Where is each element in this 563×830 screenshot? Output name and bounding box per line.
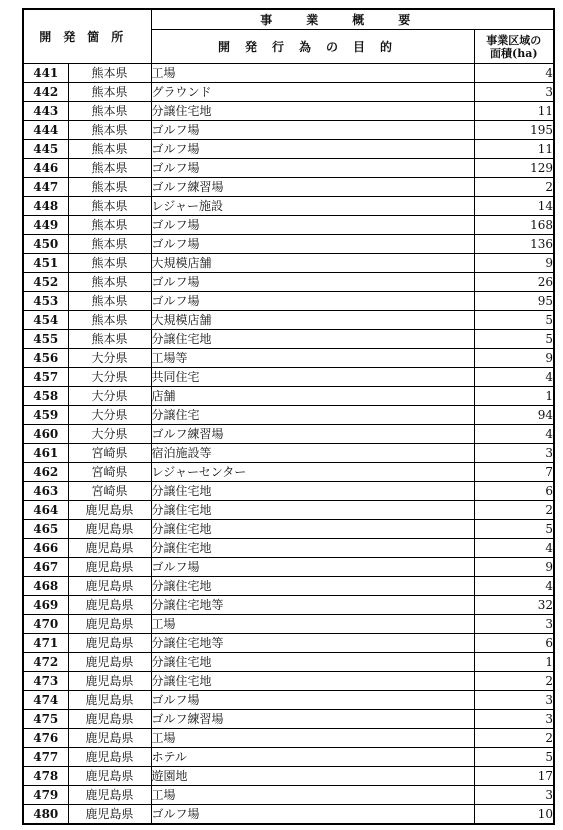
purpose-cell: 分譲住宅地 — [151, 520, 474, 539]
table-row — [23, 197, 554, 216]
area-cell: 4 — [474, 64, 554, 83]
table-row — [23, 634, 554, 653]
purpose-cell: ゴルフ場 — [151, 691, 474, 710]
area-cell: 2 — [474, 501, 554, 520]
area-cell: 3 — [474, 786, 554, 805]
prefecture-cell: 熊本県 — [68, 121, 151, 140]
table-row — [23, 444, 554, 463]
prefecture-cell: 鹿児島県 — [68, 710, 151, 729]
table-row — [23, 653, 554, 672]
area-cell: 9 — [474, 349, 554, 368]
area-header-line-1: 事業区域の — [486, 33, 542, 47]
table-row — [23, 425, 554, 444]
purpose-cell: 遊園地 — [151, 767, 474, 786]
prefecture-cell: 熊本県 — [68, 159, 151, 178]
purpose-cell: 分譲住宅地等 — [151, 596, 474, 615]
table-row — [23, 330, 554, 349]
table-row — [23, 102, 554, 121]
prefecture-cell: 熊本県 — [68, 140, 151, 159]
area-cell: 14 — [474, 197, 554, 216]
table-row — [23, 691, 554, 710]
row-number-cell: 476 — [23, 729, 68, 748]
table-row — [23, 786, 554, 805]
purpose-cell: ゴルフ場 — [151, 805, 474, 825]
prefecture-cell: 熊本県 — [68, 330, 151, 349]
table-body — [23, 64, 554, 825]
row-number-cell: 461 — [23, 444, 68, 463]
table-row — [23, 748, 554, 767]
row-number-cell: 468 — [23, 577, 68, 596]
area-cell: 7 — [474, 463, 554, 482]
row-number-cell: 458 — [23, 387, 68, 406]
purpose-cell: ゴルフ場 — [151, 235, 474, 254]
area-cell: 17 — [474, 767, 554, 786]
area-cell: 136 — [474, 235, 554, 254]
area-cell: 3 — [474, 710, 554, 729]
table-row — [23, 482, 554, 501]
purpose-cell: 共同住宅 — [151, 368, 474, 387]
table-row — [23, 121, 554, 140]
development-sites-table — [22, 8, 555, 825]
area-cell: 1 — [474, 653, 554, 672]
prefecture-cell: 熊本県 — [68, 273, 151, 292]
table-row — [23, 216, 554, 235]
table-row — [23, 159, 554, 178]
prefecture-cell: 鹿児島県 — [68, 501, 151, 520]
area-header-line-2: 面積(ha) — [490, 46, 538, 60]
row-number-cell: 451 — [23, 254, 68, 273]
prefecture-cell: 大分県 — [68, 349, 151, 368]
row-number-cell: 444 — [23, 121, 68, 140]
row-number-cell: 472 — [23, 653, 68, 672]
prefecture-cell: 鹿児島県 — [68, 596, 151, 615]
purpose-cell: ホテル — [151, 748, 474, 767]
prefecture-cell: 鹿児島県 — [68, 558, 151, 577]
prefecture-cell: 鹿児島県 — [68, 539, 151, 558]
table-row — [23, 406, 554, 425]
row-number-cell: 452 — [23, 273, 68, 292]
prefecture-cell: 熊本県 — [68, 292, 151, 311]
prefecture-cell: 鹿児島県 — [68, 577, 151, 596]
area-cell: 2 — [474, 672, 554, 691]
prefecture-cell: 熊本県 — [68, 178, 151, 197]
table-row — [23, 729, 554, 748]
table-row — [23, 64, 554, 83]
row-number-cell: 478 — [23, 767, 68, 786]
area-cell: 5 — [474, 330, 554, 349]
purpose-header: 開発行為の目的 — [151, 30, 474, 64]
row-number-cell: 469 — [23, 596, 68, 615]
table-row — [23, 349, 554, 368]
table-row — [23, 368, 554, 387]
row-number-cell: 462 — [23, 463, 68, 482]
table-row — [23, 710, 554, 729]
area-cell: 2 — [474, 729, 554, 748]
area-cell: 5 — [474, 311, 554, 330]
area-cell: 10 — [474, 805, 554, 825]
prefecture-cell: 大分県 — [68, 425, 151, 444]
table-row — [23, 273, 554, 292]
table-row — [23, 520, 554, 539]
purpose-cell: 大規模店舗 — [151, 311, 474, 330]
prefecture-cell: 大分県 — [68, 387, 151, 406]
row-number-cell: 447 — [23, 178, 68, 197]
area-header — [474, 30, 554, 64]
table-row — [23, 539, 554, 558]
prefecture-cell: 大分県 — [68, 406, 151, 425]
row-number-cell: 443 — [23, 102, 68, 121]
table-row — [23, 463, 554, 482]
area-cell: 11 — [474, 140, 554, 159]
purpose-cell: レジャー施設 — [151, 197, 474, 216]
area-cell: 32 — [474, 596, 554, 615]
row-number-cell: 480 — [23, 805, 68, 825]
row-number-cell: 456 — [23, 349, 68, 368]
purpose-cell: 店舗 — [151, 387, 474, 406]
area-cell: 1 — [474, 387, 554, 406]
table-row — [23, 672, 554, 691]
area-cell: 6 — [474, 634, 554, 653]
area-cell: 168 — [474, 216, 554, 235]
table-row — [23, 387, 554, 406]
table-row — [23, 501, 554, 520]
prefecture-cell: 鹿児島県 — [68, 767, 151, 786]
prefecture-cell: 鹿児島県 — [68, 672, 151, 691]
row-number-cell: 467 — [23, 558, 68, 577]
table-row — [23, 577, 554, 596]
row-number-cell: 455 — [23, 330, 68, 349]
row-number-cell: 445 — [23, 140, 68, 159]
row-number-cell: 466 — [23, 539, 68, 558]
project-overview-header: 事業概要 — [151, 9, 554, 30]
purpose-cell: 工場等 — [151, 349, 474, 368]
row-number-cell: 450 — [23, 235, 68, 254]
prefecture-cell: 鹿児島県 — [68, 653, 151, 672]
purpose-cell: ゴルフ場 — [151, 273, 474, 292]
table-row — [23, 615, 554, 634]
table-row — [23, 178, 554, 197]
row-number-cell: 465 — [23, 520, 68, 539]
area-cell: 26 — [474, 273, 554, 292]
prefecture-cell: 鹿児島県 — [68, 520, 151, 539]
prefecture-cell: 鹿児島県 — [68, 748, 151, 767]
purpose-cell: 分譲住宅地 — [151, 482, 474, 501]
area-cell: 5 — [474, 520, 554, 539]
prefecture-cell: 鹿児島県 — [68, 805, 151, 825]
table-row — [23, 140, 554, 159]
purpose-cell: 分譲住宅地 — [151, 330, 474, 349]
purpose-cell: 宿泊施設等 — [151, 444, 474, 463]
table-row — [23, 596, 554, 615]
purpose-cell: グラウンド — [151, 83, 474, 102]
row-number-cell: 463 — [23, 482, 68, 501]
location-header: 開発箇所 — [23, 9, 151, 64]
row-number-cell: 475 — [23, 710, 68, 729]
row-number-cell: 449 — [23, 216, 68, 235]
area-cell: 4 — [474, 577, 554, 596]
table-row — [23, 83, 554, 102]
row-number-cell: 479 — [23, 786, 68, 805]
purpose-cell: レジャーセンター — [151, 463, 474, 482]
area-cell: 3 — [474, 615, 554, 634]
table-row — [23, 254, 554, 273]
area-cell: 9 — [474, 558, 554, 577]
row-number-cell: 464 — [23, 501, 68, 520]
purpose-cell: ゴルフ場 — [151, 216, 474, 235]
prefecture-cell: 鹿児島県 — [68, 615, 151, 634]
prefecture-cell: 熊本県 — [68, 235, 151, 254]
purpose-cell: 工場 — [151, 729, 474, 748]
table-row — [23, 235, 554, 254]
purpose-cell: 分譲住宅 — [151, 406, 474, 425]
purpose-cell: ゴルフ場 — [151, 558, 474, 577]
area-cell: 2 — [474, 178, 554, 197]
area-cell: 4 — [474, 425, 554, 444]
area-cell: 3 — [474, 444, 554, 463]
row-number-cell: 474 — [23, 691, 68, 710]
row-number-cell: 460 — [23, 425, 68, 444]
header-row-1 — [23, 9, 554, 30]
prefecture-cell: 熊本県 — [68, 216, 151, 235]
area-cell: 4 — [474, 539, 554, 558]
purpose-cell: 工場 — [151, 64, 474, 83]
area-cell: 6 — [474, 482, 554, 501]
purpose-cell: ゴルフ場 — [151, 159, 474, 178]
prefecture-cell: 熊本県 — [68, 254, 151, 273]
prefecture-cell: 鹿児島県 — [68, 786, 151, 805]
row-number-cell: 477 — [23, 748, 68, 767]
prefecture-cell: 熊本県 — [68, 311, 151, 330]
prefecture-cell: 熊本県 — [68, 83, 151, 102]
purpose-cell: 分譲住宅地 — [151, 501, 474, 520]
row-number-cell: 446 — [23, 159, 68, 178]
area-cell: 9 — [474, 254, 554, 273]
table-row — [23, 292, 554, 311]
purpose-cell: ゴルフ場 — [151, 121, 474, 140]
area-cell: 11 — [474, 102, 554, 121]
purpose-cell: ゴルフ練習場 — [151, 425, 474, 444]
row-number-cell: 453 — [23, 292, 68, 311]
row-number-cell: 457 — [23, 368, 68, 387]
row-number-cell: 454 — [23, 311, 68, 330]
row-number-cell: 442 — [23, 83, 68, 102]
row-number-cell: 459 — [23, 406, 68, 425]
purpose-cell: 工場 — [151, 615, 474, 634]
table-row — [23, 805, 554, 825]
prefecture-cell: 熊本県 — [68, 64, 151, 83]
table-row — [23, 767, 554, 786]
prefecture-cell: 鹿児島県 — [68, 691, 151, 710]
purpose-cell: ゴルフ練習場 — [151, 178, 474, 197]
row-number-cell: 441 — [23, 64, 68, 83]
prefecture-cell: 熊本県 — [68, 197, 151, 216]
area-cell: 4 — [474, 368, 554, 387]
table-row — [23, 558, 554, 577]
table-row — [23, 311, 554, 330]
area-cell: 5 — [474, 748, 554, 767]
table-header — [23, 9, 554, 64]
prefecture-cell: 宮崎県 — [68, 444, 151, 463]
row-number-cell: 470 — [23, 615, 68, 634]
prefecture-cell: 宮崎県 — [68, 482, 151, 501]
prefecture-cell: 大分県 — [68, 368, 151, 387]
row-number-cell: 471 — [23, 634, 68, 653]
row-number-cell: 448 — [23, 197, 68, 216]
purpose-cell: ゴルフ練習場 — [151, 710, 474, 729]
row-number-cell: 473 — [23, 672, 68, 691]
purpose-cell: ゴルフ場 — [151, 292, 474, 311]
purpose-cell: 分譲住宅地 — [151, 653, 474, 672]
area-cell: 195 — [474, 121, 554, 140]
area-cell: 3 — [474, 83, 554, 102]
prefecture-cell: 熊本県 — [68, 102, 151, 121]
area-cell: 3 — [474, 691, 554, 710]
purpose-cell: 分譲住宅地 — [151, 102, 474, 121]
purpose-cell: 大規模店舗 — [151, 254, 474, 273]
purpose-cell: 工場 — [151, 786, 474, 805]
prefecture-cell: 宮崎県 — [68, 463, 151, 482]
prefecture-cell: 鹿児島県 — [68, 729, 151, 748]
area-cell: 129 — [474, 159, 554, 178]
purpose-cell: 分譲住宅地等 — [151, 634, 474, 653]
area-cell: 94 — [474, 406, 554, 425]
purpose-cell: ゴルフ場 — [151, 140, 474, 159]
purpose-cell: 分譲住宅地 — [151, 539, 474, 558]
purpose-cell: 分譲住宅地 — [151, 577, 474, 596]
area-cell: 95 — [474, 292, 554, 311]
purpose-cell: 分譲住宅地 — [151, 672, 474, 691]
prefecture-cell: 鹿児島県 — [68, 634, 151, 653]
